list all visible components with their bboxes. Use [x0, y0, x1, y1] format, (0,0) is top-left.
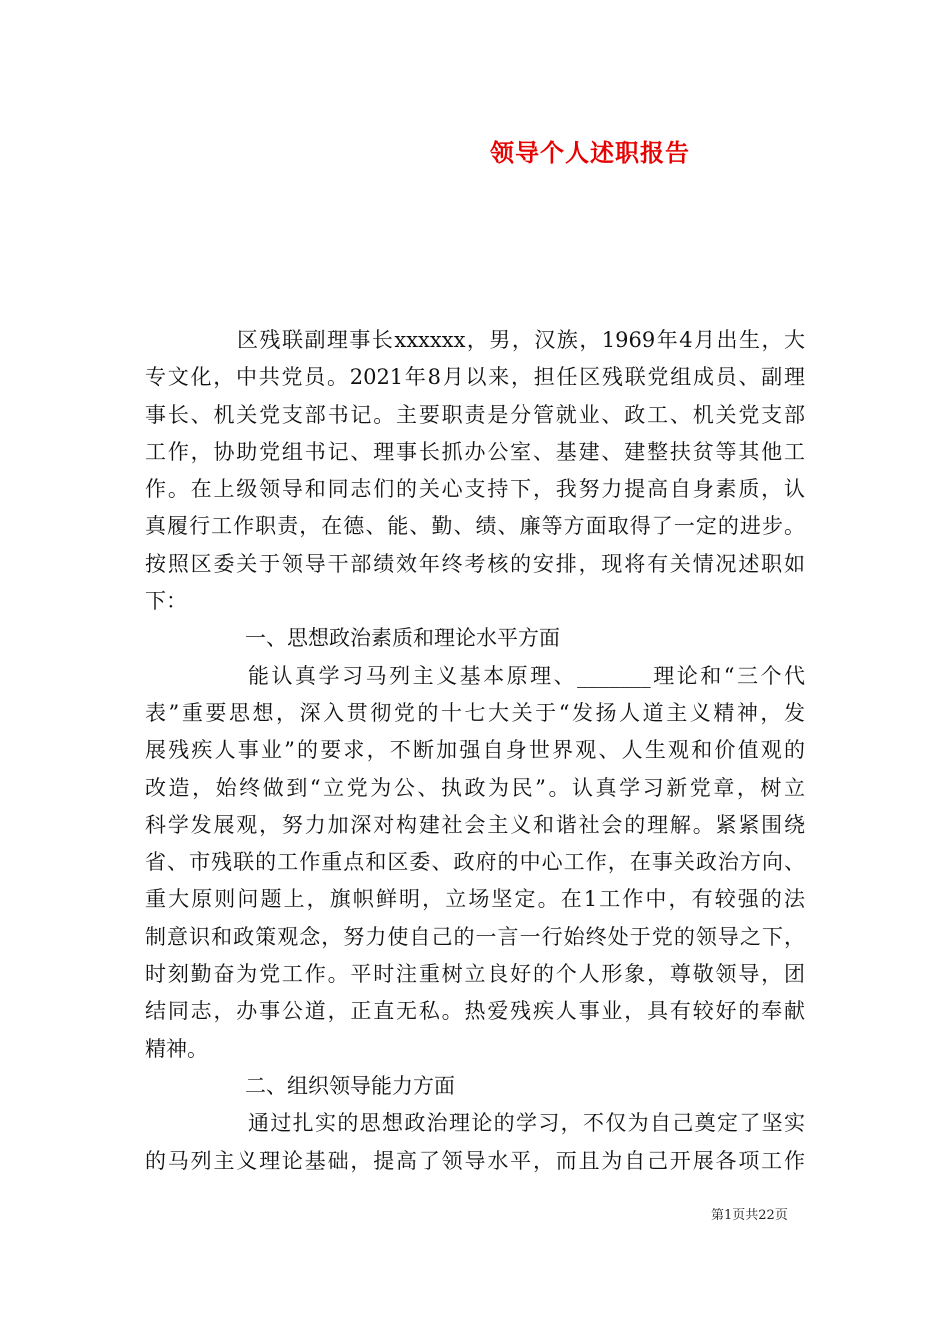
text-line: 展残疾人事业”的要求，不断加强自身世界观、人生观和价值观的 — [145, 738, 805, 763]
paragraph — [145, 658, 805, 1068]
paragraph — [145, 322, 805, 620]
section-heading — [145, 620, 805, 657]
text-line: 的马列主义理论基础，提高了领导水平，而且为自己开展各项工作 — [145, 1148, 805, 1173]
text-line: 精神。 — [145, 1036, 208, 1061]
text-line: 专文化，中共党员。2021年8月以来，担任区残联党组成员、副理 — [145, 365, 805, 390]
text-line: 二、组织领导能力方面 — [245, 1073, 455, 1098]
document-body — [145, 322, 805, 1180]
text-line: 事长、机关党支部书记。主要职责是分管就业、政工、机关党支部 — [145, 402, 805, 427]
text-line: 真履行工作职责，在德、能、勤、绩、廉等方面取得了一定的进步。 — [145, 514, 805, 539]
text-line: 工作，协助党组书记、理事长抓办公室、基建、建整扶贫等其他工 — [145, 439, 805, 464]
text-line: 结同志，办事公道，正直无私。热爱残疾人事业，具有较好的奉献 — [145, 999, 805, 1024]
text-line: 作。在上级领导和同志们的关心支持下，我努力提高自身素质，认 — [145, 477, 805, 502]
text-line: 科学发展观，努力加深对构建社会主义和谐社会的理解。紧紧围绕 — [145, 812, 805, 837]
text-line: 区残联副理事长xxxxxx，男，汉族，1969年4月出生，大 — [237, 328, 805, 352]
text-line: 省、市残联的工作重点和区委、政府的中心工作，在事关政治方向、 — [145, 850, 805, 875]
page-number: 第1页共22页 — [711, 1208, 788, 1223]
text-line: 能认真学习马列主义基本原理、_______理论和“三个代 — [248, 663, 805, 688]
text-line: 时刻勤奋为党工作。平时注重树立良好的个人形象，尊敬领导，团 — [145, 962, 805, 987]
text-line: 一、思想政治素质和理论水平方面 — [245, 626, 560, 651]
text-line: 下： — [145, 589, 187, 614]
paragraph — [145, 1105, 805, 1180]
text-line: 制意识和政策观念，努力使自己的一言一行始终处于党的领导之下， — [145, 924, 805, 949]
document-title: 领导个人述职报告 — [490, 138, 690, 167]
text-line: 改造，始终做到“立党为公、执政为民”。认真学习新党章，树立 — [145, 775, 805, 800]
section-heading — [145, 1068, 805, 1105]
text-line: 表”重要思想，深入贯彻党的十七大关于“发扬人道主义精神，发 — [145, 700, 805, 725]
text-line: 通过扎实的思想政治理论的学习，不仅为自己奠定了坚实 — [248, 1111, 805, 1136]
text-line: 按照区委关于领导干部绩效年终考核的安排，现将有关情况述职如 — [145, 551, 805, 576]
text-line: 重大原则问题上，旗帜鲜明，立场坚定。在1工作中，有较强的法 — [145, 887, 805, 912]
